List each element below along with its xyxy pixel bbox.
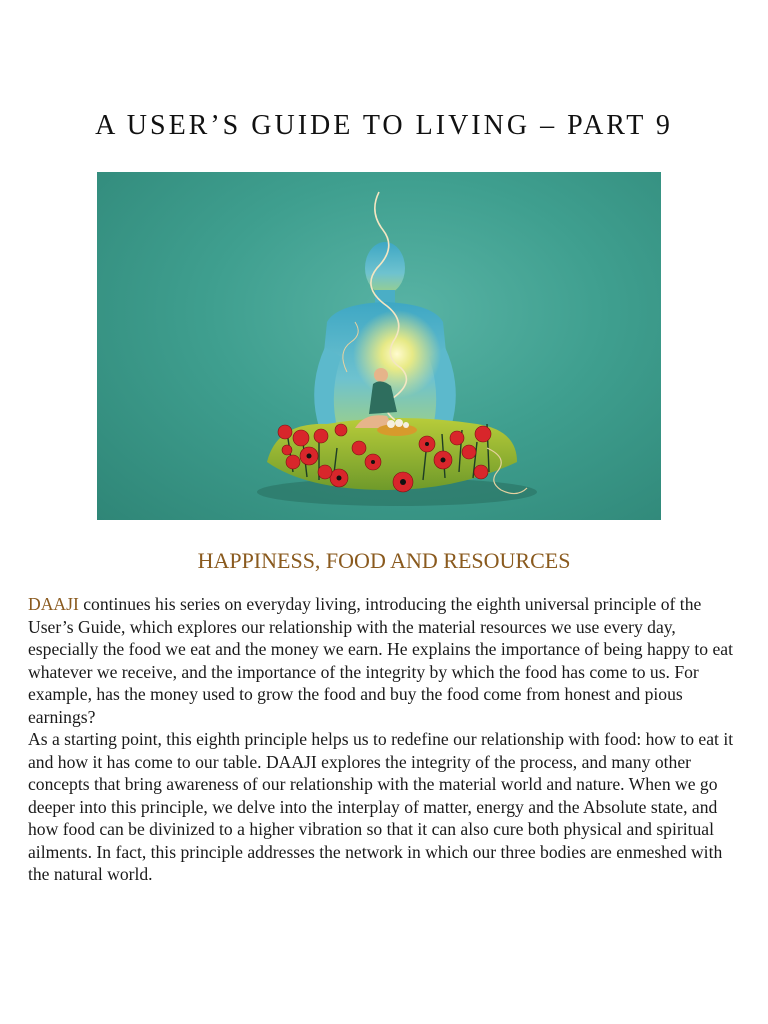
author-name: DAAJI — [28, 594, 79, 614]
heart-glow — [353, 310, 441, 398]
article-title: A USER’S GUIDE TO LIVING – PART 9 — [95, 110, 673, 141]
article-body — [28, 593, 748, 886]
meditation-illustration — [97, 172, 661, 520]
paragraph-1-text: continues his series on everyday living, introducing the eighth universal principle of the User’s Guide, which explores our relationship with the material resources we use every day, especially the food we eat and the money we earn. He explains the importance of being happy to eat whatever we receive, and the importance of the integrity by which the food has come to us. For example, has the money used to grow the food and buy the food come from honest and pious earnings? — [28, 594, 733, 727]
paragraph-1 — [28, 593, 748, 728]
paragraph-2: As a starting point, this eighth principle helps us to redefine our relationship with food: how to eat it and how it has come to our table. DAAJI explores the integrity of the process, and many other concepts that bring awareness of our relationship with the material world and nature. When we go deeper into this principle, we delve into the interplay of matter, energy and the Absolute state, and how food can be divinized to a higher vibration so that it can also cure both physical and spiritual ailments. In fact, this principle addresses the network in which our three bodies are enmeshed with the natural world. — [28, 729, 734, 884]
meditation-illustration-svg — [97, 172, 661, 520]
article-subtitle: HAPPINESS, FOOD AND RESOURCES — [197, 548, 571, 573]
